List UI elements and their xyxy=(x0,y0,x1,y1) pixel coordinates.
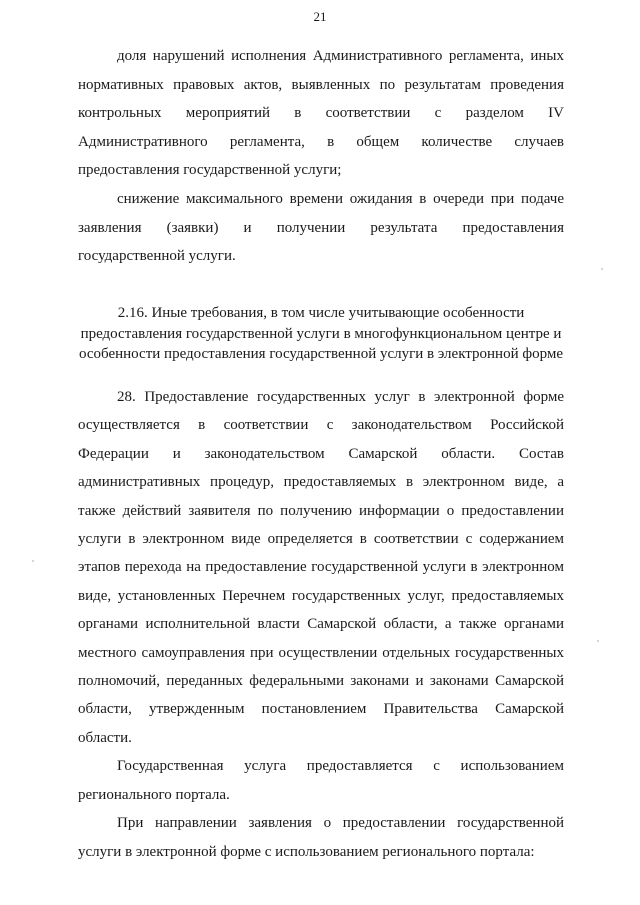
text-block-top xyxy=(78,42,564,271)
paragraph-electronic-submission: При направлении заявления о предоставлении государственной услуги в электронной форме с использованием регионального портала: xyxy=(78,815,564,860)
paragraph-violations-share: доля нарушений исполнения Административного регламента, иных нормативных правовых актов, выявленных по результатам проведения контрольных мероприятий в соответствии с разделом IV Административного регламента, в общем количестве случаев предоставления государственной услуги; xyxy=(78,48,564,179)
scan-speck xyxy=(601,268,603,270)
section-heading-line-1: 2.16. Иные требования, в том числе учитывающие особенности xyxy=(117,305,525,321)
section-heading xyxy=(78,303,564,365)
section-heading-line-3: особенности предоставления государственной услуги в электронной форме xyxy=(79,346,563,362)
scan-speck xyxy=(597,640,599,642)
paragraph-queue-time: снижение максимального времени ожидания в очереди при подаче заявления (заявки) и получении результата предоставления государственной услуги. xyxy=(78,190,564,265)
section-heading-line-2: предоставления государственной услуги в многофункциональном центре и xyxy=(80,325,562,342)
text-block-bottom xyxy=(78,383,564,866)
paragraph-regional-portal: Государственная услуга предоставляется с использованием регионального портала. xyxy=(78,758,564,803)
page-number: 21 xyxy=(313,9,327,24)
scan-speck xyxy=(32,560,34,562)
paragraph-28: 28. Предоставление государственных услуг в электронной форме осуществляется в соответствии с законодательством Российской Федерации и законодательством Самарской области. Состав административных процедур, предоставляемых в электронном виде, а также действий заявителя по получению информации о предоставлении услуги в электронном виде определяется в соответствии с содержанием этапов перехода на предоставление государственной услуги в электронном виде, установленных Перечнем государственных услуг, предоставляемых органами исполнительной власти Самарской области, а также органами местного самоуправления при осуществлении отдельных государственных полномочий, переданных федеральными законами и законами Самарской области, утвержденным постановлением Правительства Самарской области. xyxy=(78,389,564,746)
